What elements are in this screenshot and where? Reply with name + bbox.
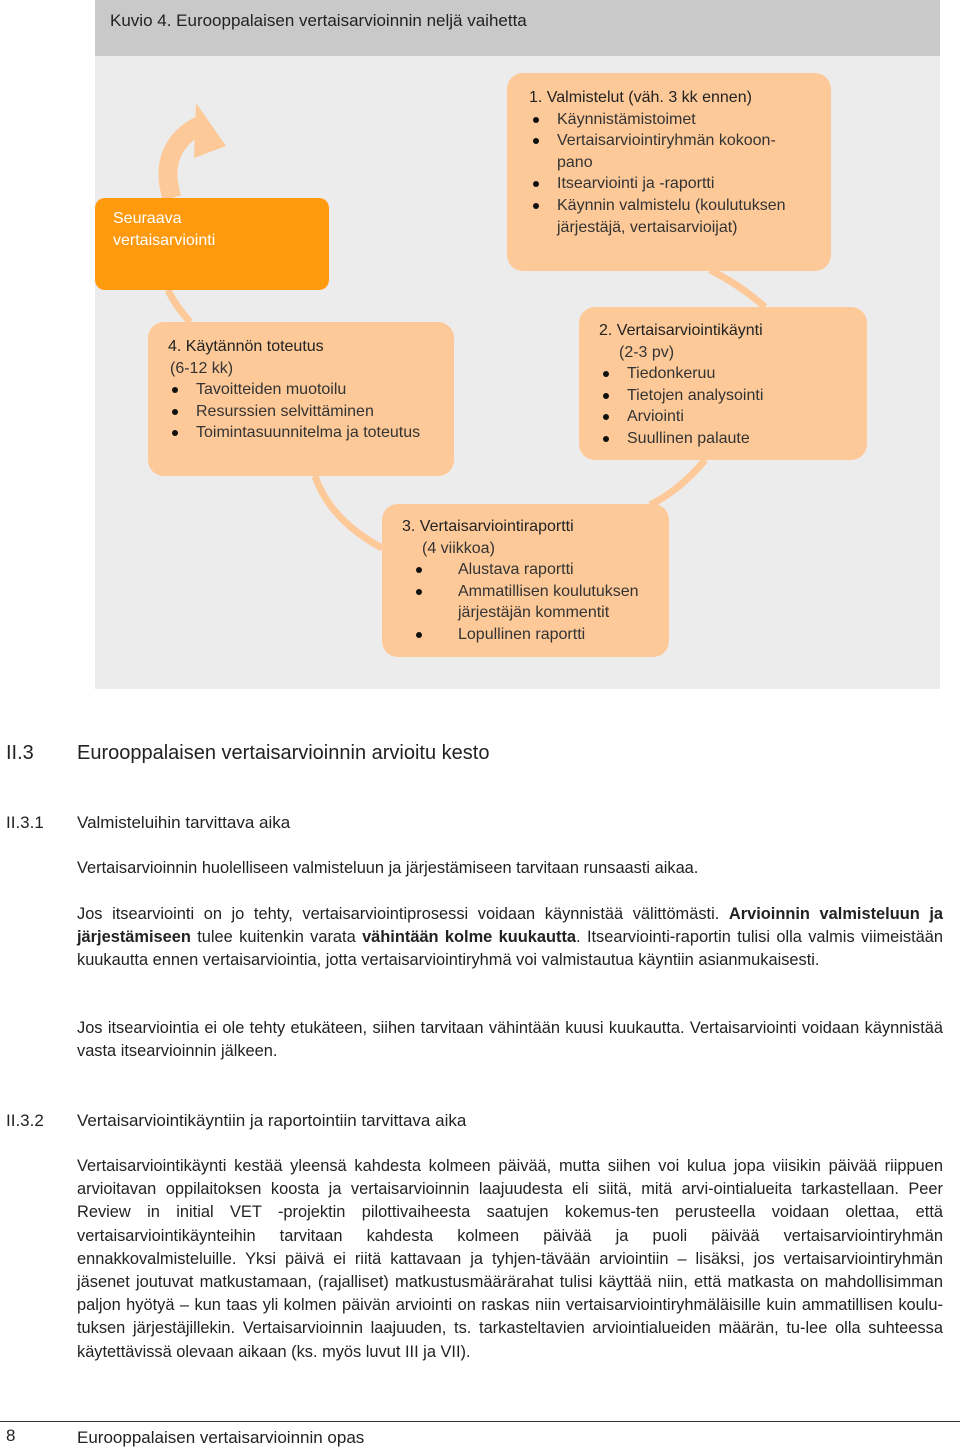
figure-title: Kuvio 4. Eurooppalaisen vertaisarvioinnin neljä vaihetta xyxy=(110,11,527,30)
connector-3-4 xyxy=(315,476,382,548)
text-run: . Itsearviointi-raportin tulisi olla valmis viimeistään kuukautta ennen vertaisarviointia, jotta vertaisarviointiryhmä voi valmistautua käyntiin asianmukaisesti. xyxy=(77,928,943,970)
phase-1-box xyxy=(507,73,831,271)
phase-2-title: 2. Vertaisarviointikäynti xyxy=(599,322,763,339)
list-item: Käynnin valmistelu (koulutuksen järjestäjä, vertaisarvioijat) xyxy=(529,195,809,238)
sub1-paragraph-2 xyxy=(77,903,943,973)
connector-4-next xyxy=(168,290,190,322)
phase-1-duration: (väh. 3 kk ennen) xyxy=(623,89,752,106)
connector-1-2 xyxy=(710,270,765,307)
curved-arrow-head xyxy=(194,103,226,158)
connector-2-3 xyxy=(650,460,705,505)
list-item: Ammatillisen koulutuksen järjestäjän kommentit xyxy=(412,581,649,624)
phase-1-list xyxy=(529,109,809,239)
phase-3-duration: (4 viikkoa) xyxy=(422,539,495,557)
phase-4-duration: (6-12 kk) xyxy=(170,359,234,377)
list-item: Lopullinen raportti xyxy=(412,624,649,646)
next-review-box xyxy=(95,198,329,290)
sub2-paragraph-1: Vertaisarviointikäynti kestää yleensä kahdesta kolmeen päivää, mutta siihen voi kulua jopa viisikin päivää riippuen arvioitavan oppilaitoksen koosta ja vertaisarvioinnin laajuudesta eli siitä, mitä arvi-ointialueita tarkastellaan. Peer Review in initial VET -projektin pilottivaiheesta saatujen kokemus-ten perusteella voidaan olettaa, että vertaisarviointikäynteihin tarvitaan kahdesta kolmeen päivää ja puoli päivää vertaisarviointiryhmän ennakkovalmisteluille. Yksi päivä ei riitä kattavaan ja tyhjen-tävään arviointiin – lisäksi, jos vertaisarviointiryhmän jäsenet joutuvat matkustamaan, (rajalliset) matkustusmäärärahat tulisi käyttää niin, että matkasta on mahdollisimman paljon hyötyä – kun taas yli kolmen päivän arviointi on raskas niin vertaisarviointiryhmäläisille kuin ammatillisen koulu-tuksen järjestäjillekin. Vertaisarvioinnin laajuuden, ts. tarkasteltavien arviointialueiden määrän, tu-lee olla suhteessa käytettävissä olevaan aikaan (ks. myös luvut III ja VII). xyxy=(77,1157,943,1361)
phase-2-box xyxy=(579,307,867,460)
phase-1-title: 1. Valmistelut xyxy=(529,89,624,106)
page-number: 8 xyxy=(6,1426,16,1445)
phase-2-duration: (2-3 pv) xyxy=(619,343,675,361)
list-item: Tiedonkeruu xyxy=(599,363,847,385)
subsection-1-title: Valmisteluihin tarvittava aika xyxy=(77,813,291,832)
subsection-2-number: II.3.2 xyxy=(6,1111,44,1130)
next-review-line2: vertaisarviointi xyxy=(113,231,216,249)
list-item: Tietojen analysointi xyxy=(599,385,847,407)
list-item: Käynnistämistoimet xyxy=(529,109,809,131)
list-item: Arviointi xyxy=(599,406,847,428)
bold-run: Arvioinnin valmisteluun ja järjestämiseen xyxy=(77,905,944,947)
phase-4-list xyxy=(168,379,434,444)
phase-4-box xyxy=(148,322,454,476)
phase-3-box xyxy=(382,504,669,657)
phase-3-list xyxy=(402,559,649,645)
list-item: Itsearviointi ja -raportti xyxy=(529,173,809,195)
phase-1-title-line xyxy=(529,87,809,109)
sub1-paragraph-3: Jos itsearviointia ei ole tehty etukäteen, siihen tarvitaan vähintään kuusi kuukautta. Vertaisarviointi voidaan käynnistää vasta itsearvioinnin jälkeen. xyxy=(77,1019,943,1061)
text-run: Jos itsearviointi on jo tehty, vertaisarviointiprosessi voidaan käynnistää välittömästi. xyxy=(77,905,729,923)
subsection-2-title: Vertaisarviointikäyntiin ja raportointiin tarvittava aika xyxy=(77,1111,467,1130)
list-item: Alustava raportti xyxy=(412,559,649,581)
phase-4-title: 4. Käytännön toteutus xyxy=(168,338,324,355)
next-review-line1: Seuraava xyxy=(113,210,182,227)
list-item: Tavoitteiden muotoilu xyxy=(168,379,434,401)
footer-divider xyxy=(0,1421,960,1422)
subsection-1-number: II.3.1 xyxy=(6,813,44,832)
bold-run: vähintään kolme kuukautta xyxy=(362,928,577,947)
list-item: Vertaisarviointiryhmän kokoon-pano xyxy=(529,130,809,173)
text-run: tulee kuitenkin varata xyxy=(190,928,363,947)
phase-2-list xyxy=(599,363,847,449)
section-number: II.3 xyxy=(6,742,34,764)
list-item: Toimintasuunnitelma ja toteutus xyxy=(168,422,434,444)
phase-3-title: 3. Vertaisarviointiraportti xyxy=(402,518,574,535)
list-item: Suullinen palaute xyxy=(599,428,847,450)
footer-title: Eurooppalaisen vertaisarvioinnin opas xyxy=(77,1428,365,1447)
sub1-paragraph-1: Vertaisarvioinnin huolelliseen valmisteluun ja järjestämiseen tarvitaan runsaasti aikaa. xyxy=(77,859,699,877)
list-item: Resurssien selvittäminen xyxy=(168,401,434,423)
section-title: Eurooppalaisen vertaisarvioinnin arvioitu kesto xyxy=(77,742,490,764)
